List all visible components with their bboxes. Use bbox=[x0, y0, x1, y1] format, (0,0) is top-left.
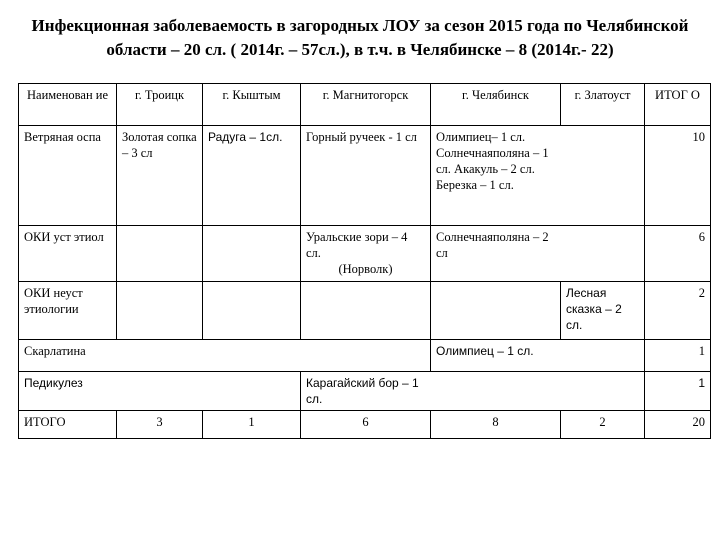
chelyabinsk-text: Солнечнаяполяна – 2 сл bbox=[436, 230, 549, 260]
header-zlatoust: г. Златоуст bbox=[561, 84, 645, 126]
row-name: Скарлатина bbox=[19, 340, 431, 372]
table-row bbox=[19, 126, 711, 226]
cell-kyshtym bbox=[203, 282, 301, 340]
cell-magnitogorsk: Горный ручеек - 1 сл bbox=[301, 126, 431, 226]
cell-chelyabinsk: 8 bbox=[431, 411, 561, 439]
cell-chelyabinsk bbox=[431, 282, 561, 340]
cell-chelyabinsk bbox=[431, 226, 645, 282]
table-row bbox=[19, 372, 711, 411]
cell-magnitogorsk bbox=[301, 372, 645, 411]
header-chelyabinsk: г. Челябинск bbox=[431, 84, 561, 126]
cell-troitsk: 3 bbox=[117, 411, 203, 439]
cell-total: 10 bbox=[645, 126, 711, 226]
row-name: ОКИ уст этиол bbox=[19, 226, 117, 282]
magnitogorsk-text: Карагайский бор – 1 сл. bbox=[306, 376, 419, 406]
row-name: Педикулез bbox=[19, 372, 301, 411]
table-row bbox=[19, 226, 711, 282]
row-name: Ветряная оспа bbox=[19, 126, 117, 226]
incidence-table bbox=[18, 83, 711, 439]
totals-row bbox=[19, 411, 711, 439]
table-row bbox=[19, 340, 711, 372]
cell-zlatoust: 2 bbox=[561, 411, 645, 439]
row-name: ИТОГО bbox=[19, 411, 117, 439]
header-magnitogorsk: г. Магнитогорск bbox=[301, 84, 431, 126]
cell-kyshtym: Радуга – 1сл. bbox=[203, 126, 301, 226]
cell-total: 20 bbox=[645, 411, 711, 439]
cell-chelyabinsk bbox=[431, 126, 645, 226]
row-name: ОКИ неуст этиологии bbox=[19, 282, 117, 340]
cell-total: 1 bbox=[645, 372, 711, 411]
page-title bbox=[0, 14, 720, 62]
header-total: ИТОГ О bbox=[645, 84, 711, 126]
cell-magnitogorsk: 6 bbox=[301, 411, 431, 439]
cell-kyshtym: 1 bbox=[203, 411, 301, 439]
chelyabinsk-text: Олимпиец– 1 сл. Солнечнаяполяна – 1 сл. Акакуль – 2 сл. Березка – 1 сл. bbox=[436, 130, 549, 192]
cell-zlatoust: Лесная сказка – 2 сл. bbox=[561, 282, 645, 340]
cell-magnitogorsk bbox=[301, 282, 431, 340]
cell-magnitogorsk bbox=[301, 226, 431, 282]
cell-troitsk bbox=[117, 226, 203, 282]
header-row bbox=[19, 84, 711, 126]
magnitogorsk-line-2: (Норволк) bbox=[338, 262, 393, 276]
cell-chelyabinsk: Олимпиец – 1 сл. bbox=[431, 340, 645, 372]
table-row bbox=[19, 282, 711, 340]
cell-kyshtym bbox=[203, 226, 301, 282]
cell-total: 1 bbox=[645, 340, 711, 372]
magnitogorsk-line-1: Уральские зори – 4 сл. bbox=[306, 230, 408, 260]
cell-troitsk bbox=[117, 282, 203, 340]
cell-troitsk: Золотая сопка – 3 сл bbox=[117, 126, 203, 226]
title-line-1: Инфекционная заболеваемость в загородных ЛОУ за сезон 2015 года по Челябинской bbox=[31, 16, 689, 35]
title-line-2: области – 20 сл. ( 2014г. – 57сл.), в т.ч. в Челябинске – 8 (2014г.- 22) bbox=[106, 40, 614, 59]
cell-total: 2 bbox=[645, 282, 711, 340]
cell-total: 6 bbox=[645, 226, 711, 282]
header-troitsk: г. Троицк bbox=[117, 84, 203, 126]
header-name: Наименован ие bbox=[19, 84, 117, 126]
header-kyshtym: г. Кыштым bbox=[203, 84, 301, 126]
